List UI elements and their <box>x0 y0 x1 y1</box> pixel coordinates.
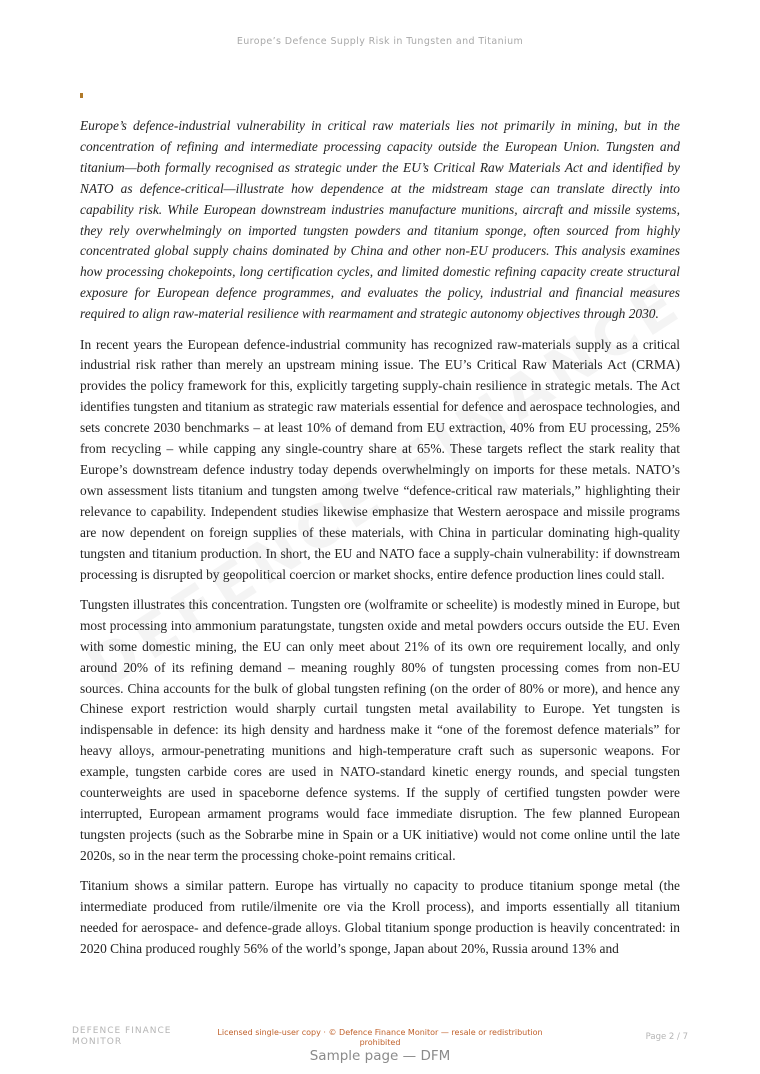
abstract-paragraph: Europe’s defence-industrial vulnerability in critical raw materials lies not primarily in mining, but in the concentration of refining and intermediate processing capacity outside the European Union. Tungsten and titanium—both formally recognised as strategic under the EU’s Critical Raw Materials Act and identified by NATO as defence-critical—illustrate how dependence at the midstream stage can translate directly into capability risk. While European downstream industries manufacture munitions, aircraft and missile systems, they rely overwhelmingly on imported tungsten powders and titanium sponge, often sourced from highly concentrated global supply chains dominated by China and other non-EU producers. This analysis examines how processing chokepoints, long certification cycles, and limited domestic refining capacity create structural exposure for European defence programmes, and evaluates the policy, industrial and financial measures required to align raw-material resilience with rearmament and strategic autonomy objectives through 2030. <box>80 118 680 322</box>
article-body <box>80 116 680 969</box>
section-marker <box>80 93 83 98</box>
running-header: Europe’s Defence Supply Risk in Tungsten and Titanium <box>236 36 524 47</box>
body-paragraph: Tungsten illustrates this concentration. Tungsten ore (wolframite or scheelite) is modestly mined in Europe, but most processing into ammonium paratungstate, tungsten oxide and metal powders occurs outside the EU. Even with some domestic mining, the EU can only meet about 21% of its own ore requirement locally, and only around 20% of its refining demand – meaning roughly 80% of tungsten processing comes from non-EU sources. China accounts for the bulk of global tungsten refining (on the order of 80% or more), and hence any Chinese export restriction would sharply curtail tungsten metal availability to Europe. Yet tungsten is indispensable in defence: its high density and hardness make it “one of the foremost defence materials” for heavy alloys, armour-penetrating munitions and high-temperature craft such as supersonic weapons. For example, tungsten carbide cores are used in NATO-standard kinetic energy rounds, and special tungsten counterweights are used in spaceborne defence systems. If the supply of certified tungsten powder were interrupted, European armament programs would face immediate disruption. The few planned European tungsten projects (such as the Sobrarbe mine in Spain or a UK initiative) would not come online until the late 2020s, so in the near term the processing choke-point remains critical. <box>80 596 680 863</box>
body-paragraph: Titanium shows a similar pattern. Europe has virtually no capacity to produce titanium sponge metal (the intermediate produced from rutile/ilmenite ore via the Kroll process), and imports essentially all titanium needed for aerospace- and defence-grade alloys. Global titanium sponge production is heavily concentrated: in 2020 China produced roughly 56% of the world’s sponge, Japan about 20%, Russia around 13% and <box>80 878 680 956</box>
body-paragraph: In recent years the European defence-industrial community has recognized raw-materials supply as a critical industrial risk rather than merely an upstream mining issue. The EU’s Critical Raw Materials Act (CRMA) provides the policy framework for this, explicitly targeting supply-chain resilience in strategic metals. The Act identifies tungsten and titanium as strategic raw materials essential for defence and aerospace technologies, and sets concrete 2030 benchmarks – at least 10% of demand from EU extraction, 40% from EU processing, 25% from recycling – while capping any single-country share at 65%. These targets reflect the stark reality that Europe’s downstream defence industry today depends overwhelmingly on imports for these metals. NATO’s own assessment lists titanium and tungsten among twelve “defence-critical raw materials,” highlighting their relevance to capability. Independent studies likewise emphasize that Western aerospace and missile programs are now dependent on foreign supplies of these materials, with China in particular dominating high-quality tungsten and titanium production. In short, the EU and NATO face a supply-chain vulnerability: if downstream processing is disrupted by geopolitical coercion or market shocks, entire defence production lines could stall. <box>80 336 680 582</box>
footer-brand: DEFENCE FINANCE MONITOR <box>72 1026 172 1047</box>
sample-page-label: Sample page — DFM <box>309 1048 451 1064</box>
footer-license-notice: Licensed single-user copy · © Defence Finance Monitor — resale or redistribution prohibited <box>217 1028 543 1047</box>
page-number: Page 2 / 7 <box>645 1032 688 1042</box>
